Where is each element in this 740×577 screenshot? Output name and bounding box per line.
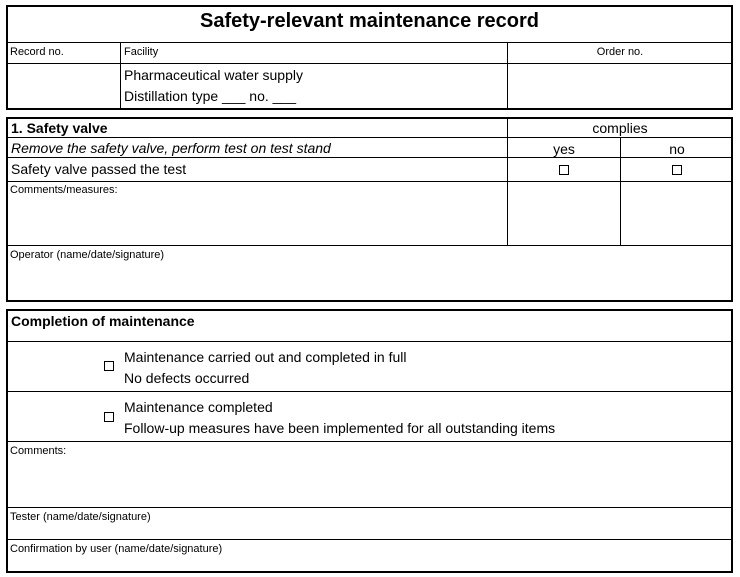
no-header: no (669, 141, 685, 157)
divider (6, 245, 733, 246)
divider (6, 137, 733, 138)
operator-label: Operator (name/date/signature) (10, 249, 165, 261)
yes-header: yes (553, 141, 575, 157)
confirmation-label: Confirmation by user (name/date/signature) (10, 543, 223, 555)
instruction-text: Remove the safety valve, perform test on test stand (11, 140, 331, 156)
facility-value-line1: Pharmaceutical water supply (124, 67, 303, 83)
option2-line2: Follow-up measures have been implemented for all outstanding items (124, 420, 556, 436)
option2-line1: Maintenance completed (124, 399, 273, 415)
order-no-label: Order no. (596, 46, 644, 58)
no-checkbox[interactable] (672, 165, 682, 175)
option1-line2: No defects occurred (124, 370, 250, 386)
option2-checkbox[interactable] (104, 412, 114, 422)
facility-label: Facility (124, 46, 159, 58)
comments-measures-label: Comments/measures: (10, 184, 118, 196)
section-title-completion: Completion of maintenance (11, 313, 195, 329)
divider (6, 63, 733, 64)
divider (6, 539, 733, 540)
divider (6, 42, 733, 43)
divider (6, 181, 733, 182)
complies-header: complies (592, 120, 648, 136)
page-title: Safety-relevant maintenance record (199, 10, 540, 32)
yes-checkbox[interactable] (559, 165, 569, 175)
record-no-label: Record no. (10, 46, 64, 58)
divider (6, 441, 733, 442)
divider (6, 157, 733, 158)
divider (6, 341, 733, 342)
facility-value-line2: Distillation type ___ no. ___ (124, 88, 296, 104)
check-item-label: Safety valve passed the test (11, 161, 187, 177)
divider (120, 42, 121, 109)
divider (507, 117, 508, 245)
divider (6, 507, 733, 508)
comments-label: Comments: (10, 445, 67, 457)
option1-checkbox[interactable] (104, 361, 114, 371)
tester-label: Tester (name/date/signature) (10, 511, 151, 523)
divider (6, 391, 733, 392)
section-title-safety-valve: 1. Safety valve (11, 120, 108, 136)
option1-line1: Maintenance carried out and completed in full (124, 349, 407, 365)
